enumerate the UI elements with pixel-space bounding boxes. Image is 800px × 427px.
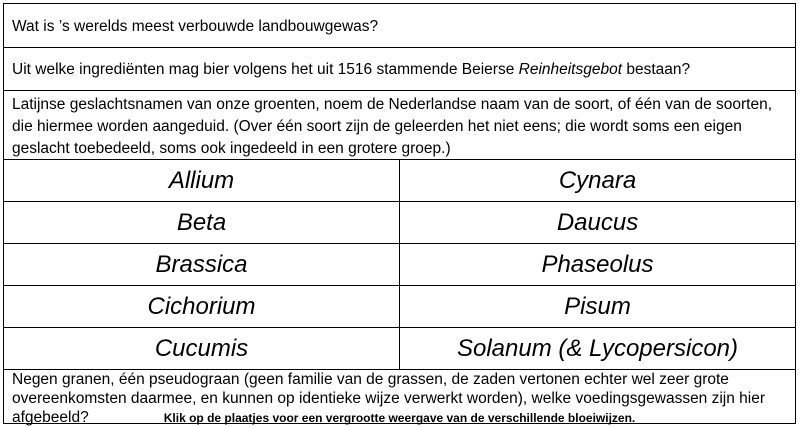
genera-table	[4, 160, 795, 370]
question-3-text: Latijnse geslachtsnamen van onze groenten, noem de Nederlandse naam van de soort, of één van de soorten, die hiermee worden aangeduid. (Over één soort zijn de geleerden het niet eens; die wordt soms een eigen geslacht toebedeeld, soms ook ingedeeld in een grotere groep.)	[12, 96, 772, 157]
question-2-part-2: bestaan?	[622, 61, 691, 78]
genus-cell: Solanum (& Lycopersicon)	[400, 328, 795, 370]
question-row-4	[4, 370, 795, 425]
quiz-sheet	[3, 3, 796, 424]
question-row-2	[4, 48, 795, 91]
question-row-1	[4, 4, 795, 48]
question-2-text	[12, 59, 690, 81]
genus-cell: Daucus	[400, 202, 795, 244]
question-4-text: Negen granen, één pseudograan (geen familie van de grassen, de zaden vertonen echter wel zeer grote overeenkomsten daarmee, en kunnen op identieke wijze verwerkt worden), welke voedingsgewassen zijn hier afgebeeld?	[12, 371, 766, 426]
genus-cell: Cynara	[400, 160, 795, 202]
genus-cell: Beta	[4, 202, 400, 244]
question-2-part-1: Uit welke ingrediënten mag bier volgens het uit 1516 stammende Beierse	[12, 61, 519, 78]
genus-cell: Allium	[4, 160, 400, 202]
question-row-3	[4, 91, 795, 160]
genus-cell: Phaseolus	[400, 244, 795, 286]
question-2-italic: Reinheitsgebot	[518, 61, 623, 78]
question-1-text: Wat is ’s werelds meest verbouwde landbouwgewas?	[12, 18, 379, 35]
click-note: Klik op de plaatjes voor een vergrootte weergave van de verschillende bloeiwijzen.	[163, 411, 636, 425]
genus-cell: Brassica	[4, 244, 400, 286]
genus-cell: Cichorium	[4, 286, 400, 328]
genus-cell: Pisum	[400, 286, 795, 328]
genus-cell: Cucumis	[4, 328, 400, 370]
